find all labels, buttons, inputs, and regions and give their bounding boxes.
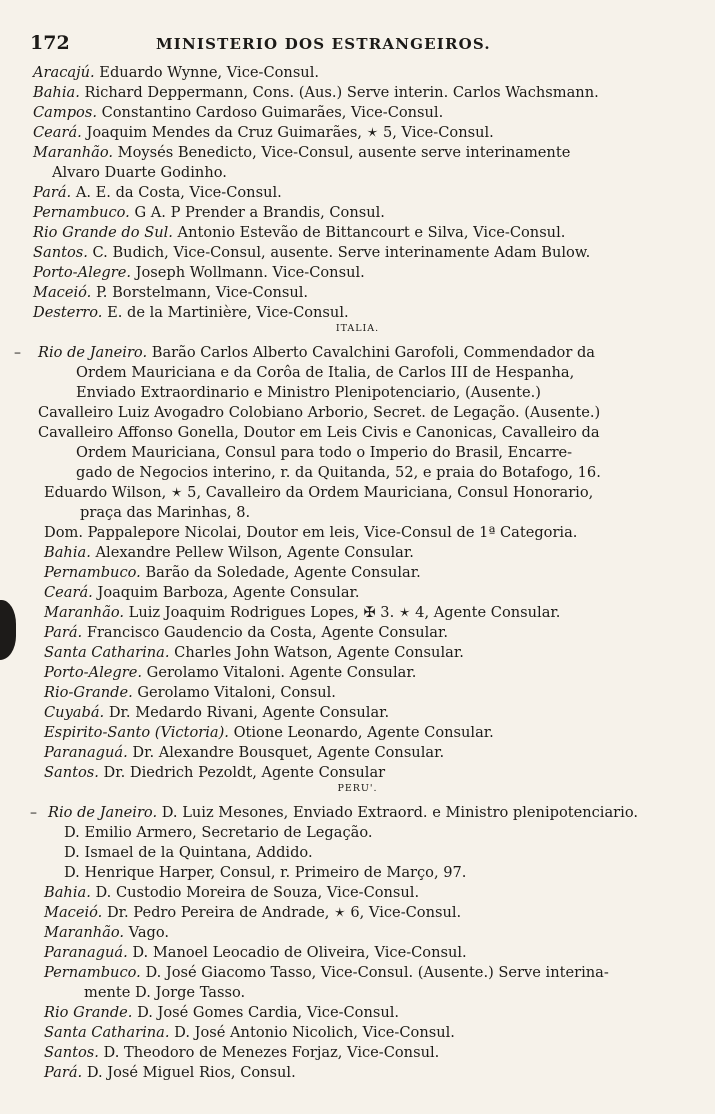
place-name: Rio Grande do Sul. xyxy=(33,224,173,241)
place-name: Paranaguá. xyxy=(44,944,128,961)
directory-line xyxy=(33,203,385,223)
place-name: Bahia. xyxy=(44,544,91,561)
directory-line xyxy=(44,723,494,743)
entry-text: Dr. Alexandre Bousquet, Agente Consular. xyxy=(132,744,445,761)
running-title: MINISTERIO DOS ESTRANGEIROS. xyxy=(156,35,491,53)
place-name: Pará. xyxy=(44,1064,83,1081)
entry-text: Joseph Wollmann. Vice-Consul. xyxy=(135,264,365,281)
place-name: Bahia. xyxy=(44,884,91,901)
entry-text: Vago. xyxy=(128,924,170,941)
directory-line xyxy=(44,563,421,583)
place-name: Pernambuco. xyxy=(44,564,141,581)
directory-line xyxy=(44,583,360,603)
directory-line xyxy=(44,1043,439,1063)
entry-text: Barão Carlos Alberto Cavalchini Garofoli, Commendador da xyxy=(151,344,595,361)
entry-text: Eduardo Wynne, Vice-Consul. xyxy=(99,64,320,81)
entry-text: Joaquim Barboza, Agente Consular. xyxy=(97,584,360,601)
entry-text: Ordem Mauriciana e da Corôa de Italia, de Carlos III de Hespanha, xyxy=(76,364,575,381)
directory-line xyxy=(44,683,336,703)
directory-line xyxy=(64,823,373,843)
place-name: Rio Grande. xyxy=(44,1004,133,1021)
entry-text: D. José Giacomo Tasso, Vice-Consul. (Ausente.) Serve interina- xyxy=(145,964,609,981)
entry-text: Moysés Benedicto, Vice-Consul, ausente serve interinamente xyxy=(117,144,571,161)
entry-text: Francisco Gaudencio da Costa, Agente Consular. xyxy=(86,624,449,641)
directory-line xyxy=(38,423,600,443)
directory-line xyxy=(33,283,308,303)
directory-line xyxy=(33,263,365,283)
entry-text: D. Theodoro de Menezes Forjaz, Vice-Consul. xyxy=(103,1044,440,1061)
entry-text: C. Budich, Vice-Consul, ausente. Serve interinamente Adam Bulow. xyxy=(92,244,591,261)
entry-text: Barão da Soledade, Agente Consular. xyxy=(145,564,421,581)
entry-text: D. Custodio Moreira de Souza, Vice-Consul. xyxy=(95,884,420,901)
entry-text: Gerolamo Vitaloni, Consul. xyxy=(137,684,336,701)
entry-text: Charles John Watson, Agente Consular. xyxy=(174,644,464,661)
entry-text: Ordem Mauriciana, Consul para todo o Imperio do Brasil, Encarre- xyxy=(76,444,573,461)
directory-line xyxy=(76,363,574,383)
directory-line xyxy=(44,603,560,623)
directory-line xyxy=(44,703,389,723)
place-name: Campos. xyxy=(33,104,97,121)
entry-text: Alvaro Duarte Godinho. xyxy=(52,164,227,181)
entry-text: D. Henrique Harper, Consul, r. Primeiro de Março, 97. xyxy=(64,864,467,881)
entry-text: D. Emilio Armero, Secretario de Legação. xyxy=(64,824,373,841)
entry-text: gado de Negocios interino, r. da Quitanda, 52, e praia do Botafogo, 16. xyxy=(76,464,601,481)
place-name: Cuyabá. xyxy=(44,704,105,721)
entry-text: E. de la Martinière, Vice-Consul. xyxy=(107,304,349,321)
directory-line xyxy=(44,963,609,983)
entry-text: praça das Marinhas, 8. xyxy=(80,504,251,521)
directory-line xyxy=(44,943,467,963)
place-name: Santos. xyxy=(44,1044,99,1061)
section-heading: ITALIA. xyxy=(335,323,380,334)
entry-text: Cavalleiro Luiz Avogadro Colobiano Arborio, Secret. de Legação. (Ausente.) xyxy=(38,404,601,421)
entry-text: A. E. da Costa, Vice-Consul. xyxy=(75,184,282,201)
entry-text: Cavalleiro Affonso Gonella, Doutor em Leis Civis e Canonicas, Cavalleiro da xyxy=(38,424,600,441)
directory-line xyxy=(44,643,464,663)
directory-line xyxy=(33,63,319,83)
directory-line xyxy=(33,223,565,243)
entry-text: Eduardo Wilson, 🟉 5, Cavalleiro da Ordem Mauriciana, Consul Honorario, xyxy=(44,484,594,501)
section-heading: PERU'. xyxy=(337,783,378,794)
place-name: Ceará. xyxy=(33,124,82,141)
entry-text: Constantino Cardoso Guimarães, Vice-Consul. xyxy=(101,104,444,121)
page-stain xyxy=(0,600,16,660)
directory-line xyxy=(33,123,494,143)
directory-line xyxy=(44,1003,399,1023)
directory-line xyxy=(38,403,600,423)
entry-text: D. José Miguel Rios, Consul. xyxy=(86,1064,296,1081)
place-name: Rio-Grande. xyxy=(44,684,133,701)
directory-line xyxy=(76,443,572,463)
place-name: Santa Catharina. xyxy=(44,1024,170,1041)
directory-line xyxy=(44,903,461,923)
directory-line xyxy=(33,183,282,203)
place-name: Rio de Janeiro. xyxy=(48,804,158,821)
place-name: Espirito-Santo (Victoria). xyxy=(44,724,229,741)
entry-text: D. Luiz Mesones, Enviado Extraord. e Ministro plenipotenciario. xyxy=(161,804,638,821)
directory-line xyxy=(44,763,385,783)
directory-line xyxy=(33,103,443,123)
directory-line xyxy=(44,663,416,683)
directory-line xyxy=(44,923,169,943)
entry-text: Dom. Pappalepore Nicolai, Doutor em leis, Vice-Consul de 1ª Categoria. xyxy=(44,524,578,541)
place-name: Pernambuco. xyxy=(44,964,141,981)
place-name: Ceará. xyxy=(44,584,93,601)
directory-line xyxy=(80,503,250,523)
directory-line xyxy=(44,623,448,643)
directory-line xyxy=(44,743,444,763)
entry-text: Alexandre Pellew Wilson, Agente Consular. xyxy=(95,544,414,561)
entry-text: D. José Gomes Cardia, Vice-Consul. xyxy=(137,1004,400,1021)
entry-text: Dr. Diedrich Pezoldt, Agente Consular xyxy=(103,764,386,781)
directory-line xyxy=(33,83,599,103)
directory-line xyxy=(33,303,349,323)
entry-text: Dr. Pedro Pereira de Andrade, 🟉 6, Vice-Consul. xyxy=(106,904,462,921)
place-name: Santa Catharina. xyxy=(44,644,170,661)
place-name: Paranaguá. xyxy=(44,744,128,761)
directory-line xyxy=(76,463,601,483)
directory-line xyxy=(76,383,541,403)
entry-text: Luiz Joaquim Rodrigues Lopes, ✠ 3. 🟉 4, Agente Consular. xyxy=(128,604,561,621)
directory-line xyxy=(44,1063,296,1083)
directory-line xyxy=(44,883,419,903)
margin-dash: – xyxy=(30,805,37,821)
entry-text: D. Manoel Leocadio de Oliveira, Vice-Consul. xyxy=(132,944,467,961)
place-name: Pernambuco. xyxy=(33,204,130,221)
entry-text: Enviado Extraordinario e Ministro Plenipotenciario, (Ausente.) xyxy=(76,384,541,401)
place-name: Maranhão. xyxy=(33,144,113,161)
entry-text: D. Ismael de la Quintana, Addido. xyxy=(64,844,313,861)
directory-line xyxy=(64,843,313,863)
page-header xyxy=(30,32,670,54)
directory-line xyxy=(44,523,577,543)
entry-text: Otione Leonardo, Agente Consular. xyxy=(233,724,494,741)
entry-text: Richard Deppermann, Cons. (Aus.) Serve interin. Carlos Wachsmann. xyxy=(84,84,599,101)
place-name: Santos. xyxy=(33,244,88,261)
directory-line xyxy=(48,803,638,823)
place-name: Porto-Alegre. xyxy=(33,264,132,281)
entry-text: P. Borstelmann, Vice-Consul. xyxy=(95,284,309,301)
directory-line xyxy=(52,163,227,183)
entry-text: Dr. Medardo Rivani, Agente Consular. xyxy=(108,704,390,721)
entry-text: D. José Antonio Nicolich, Vice-Consul. xyxy=(174,1024,455,1041)
directory-line xyxy=(33,143,570,163)
place-name: Maranhão. xyxy=(44,924,124,941)
entry-text: G A. P Prender a Brandis, Consul. xyxy=(134,204,385,221)
place-name: Maranhão. xyxy=(44,604,124,621)
place-name: Porto-Alegre. xyxy=(44,664,143,681)
place-name: Aracajú. xyxy=(33,64,95,81)
place-name: Rio de Janeiro. xyxy=(38,344,148,361)
place-name: Pará. xyxy=(33,184,72,201)
directory-line xyxy=(84,983,245,1003)
directory-line xyxy=(44,543,414,563)
directory-line xyxy=(44,1023,455,1043)
place-name: Pará. xyxy=(44,624,83,641)
entry-text: mente D. Jorge Tasso. xyxy=(84,984,246,1001)
margin-dash: – xyxy=(14,345,21,361)
page-number: 172 xyxy=(30,32,70,54)
entry-text: Antonio Estevão de Bittancourt e Silva, Vice-Consul. xyxy=(177,224,566,241)
place-name: Santos. xyxy=(44,764,99,781)
directory-line xyxy=(64,863,466,883)
place-name: Maceió. xyxy=(44,904,103,921)
directory-line xyxy=(44,483,593,503)
directory-line xyxy=(38,343,595,363)
place-name: Maceió. xyxy=(33,284,92,301)
directory-line xyxy=(33,243,590,263)
place-name: Desterro. xyxy=(33,304,103,321)
entry-text: Gerolamo Vitaloni. Agente Consular. xyxy=(146,664,417,681)
place-name: Bahia. xyxy=(33,84,80,101)
entry-text: Joaquim Mendes da Cruz Guimarães, 🟉 5, Vice-Consul. xyxy=(86,124,494,141)
